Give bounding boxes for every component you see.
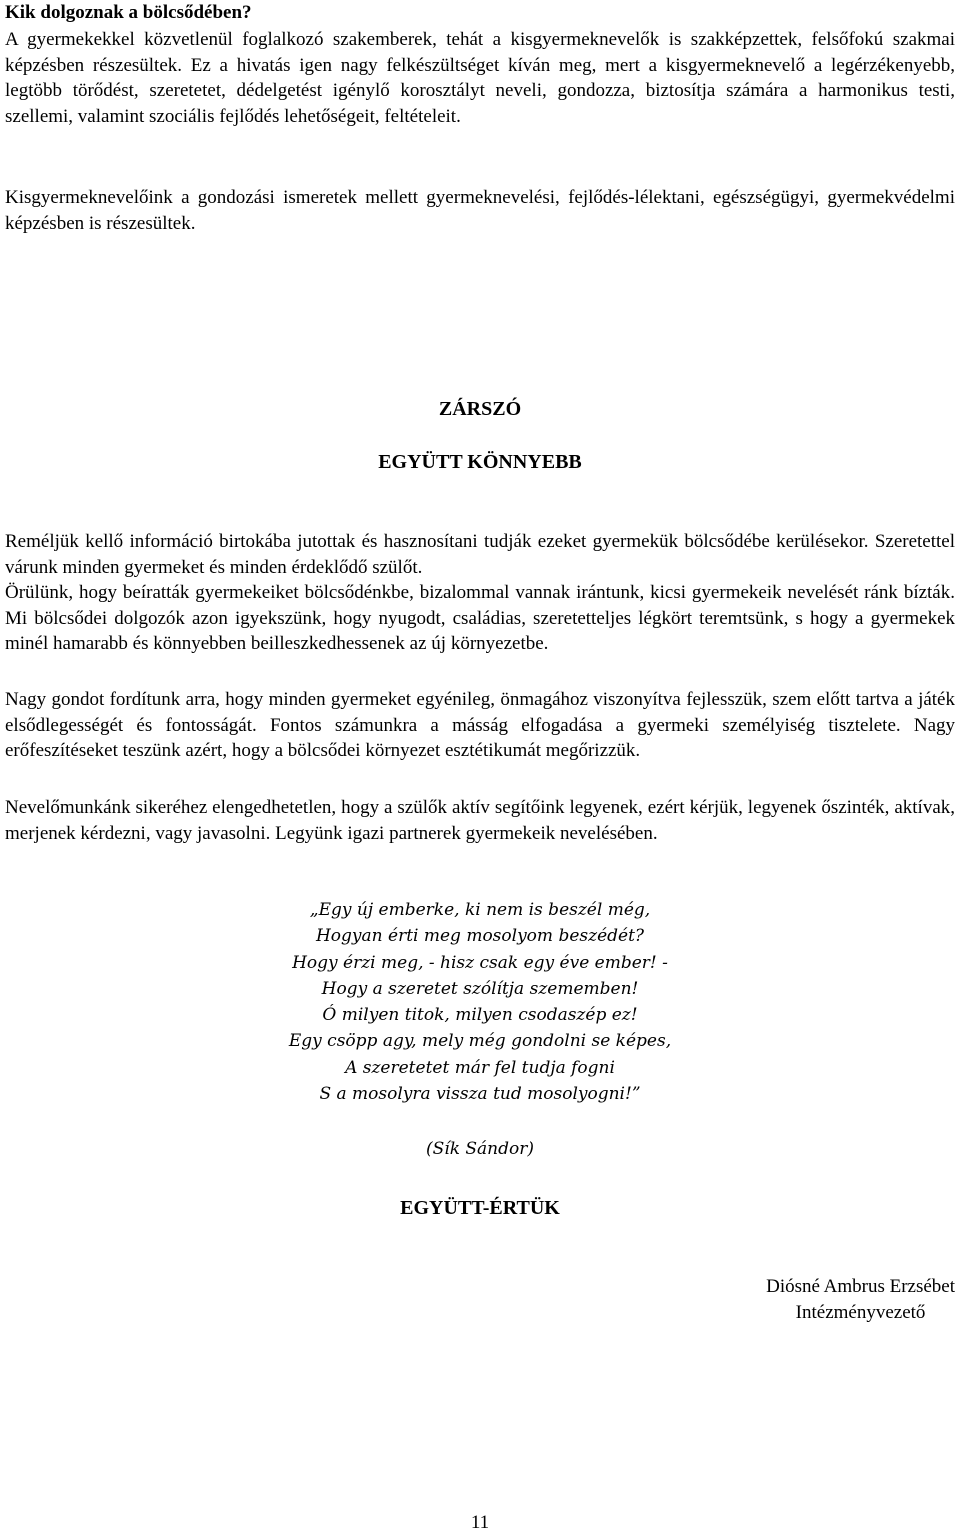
page-number: 11: [470, 1512, 490, 1533]
paragraph-development: Nagy gondot fordítunk arra, hogy minden gyermeket egyénileg, önmagához viszonyítva fejlesszük, szem előtt tartva a játék elsődlegességét és fontosságát. Fontos számunkra a másság elfogadása a gyermeki személyiség tisztelete. Nagy erőfeszítéseket teszünk azért, hogy a bölcsődei környezet esztétikumát megőrizzük.: [5, 689, 955, 761]
poem-line: A szeretetet már fel tudja fogni: [345, 1057, 615, 1078]
poem-line: Hogyan érti meg mosolyom beszédét?: [315, 926, 645, 947]
section-title: Kik dolgoznak a bölcsődében?: [5, 2, 252, 23]
poem-line: „Egy új emberke, ki nem is beszél még,: [309, 900, 651, 920]
poem-line: Hogy a szeretet szólítja szememben!: [321, 978, 639, 999]
paragraph-staff-training: Kisgyermeknevelőink a gondozási ismeretek mellett gyermeknevelési, fejlődés-lélektani, egészségügyi, gyermekvédelmi képzésben is részesültek.: [5, 187, 955, 234]
poem: [0, 897, 960, 1107]
closing-subtitle: EGYÜTT KÖNNYEBB: [378, 451, 582, 473]
poem-line: Hogy érzi meg, - hisz csak egy éve ember! -: [292, 952, 668, 973]
poem-line: Egy csöpp agy, mely még gondolni se képes,: [288, 1031, 672, 1052]
signature-name: Diósné Ambrus Erzsébet: [766, 1276, 955, 1297]
paragraph-staff-qualification: A gyermekekkel közvetlenül foglalkozó szakemberek, tehát a kisgyermeknevelők is szakképzettek, felsőfokú szakmai képzésben részesültek. Ez a hivatás igen nagy felkészültséget kíván meg, mert a kisgyermeknevelő a legérzékenyebb, legtöbb törődést, szeretetet, dédelgetést igénylő korosztályt neveli, gondozza, biztosítja számára a harmonikus testi, szellemi, valamint szociális fejlődés lehetőségeit, feltételeit.: [5, 29, 955, 127]
signature-role: Intézményvezető: [795, 1301, 926, 1323]
motto: EGYÜTT-ÉRTÜK: [400, 1197, 560, 1219]
signature-block: [766, 1274, 955, 1325]
paragraph-partnership: Nevelőmunkánk sikeréhez elengedhetetlen, hogy a szülők aktív segítőink legyenek, ezért kérjük, legyenek őszinték, aktívak, merjenek kérdezni, vagy javasolni. Legyünk igazi partnerek gyermekeik nevelésében.: [5, 797, 955, 844]
poem-author: (Sík Sándor): [425, 1139, 535, 1159]
poem-line: Ó milyen titok, milyen csodaszép ez!: [322, 1005, 638, 1026]
paragraph-trust: Örülünk, hogy beíratták gyermekeiket bölcsődénkbe, bizalommal vannak irántunk, kicsi gyermekeik nevelését ránk bízták. Mi bölcsődei dolgozók azon igyekszünk, hogy nyugodt, családias, szeretetteljes légkört teremtsünk, s hogy a gyermekek minél hamarabb és könnyebben beilleszkedhessenek az új környezetbe.: [5, 582, 955, 654]
poem-line: S a mosolyra vissza tud mosolyogni!”: [319, 1084, 641, 1105]
closing-title: ZÁRSZÓ: [438, 398, 522, 420]
paragraph-welcome: Reméljük kellő információ birtokába jutottak és hasznosítani tudják ezeket gyermekük bölcsődébe kerülésekor. Szeretettel várunk minden gyermeket és minden érdeklődő szülőt.: [5, 531, 955, 578]
